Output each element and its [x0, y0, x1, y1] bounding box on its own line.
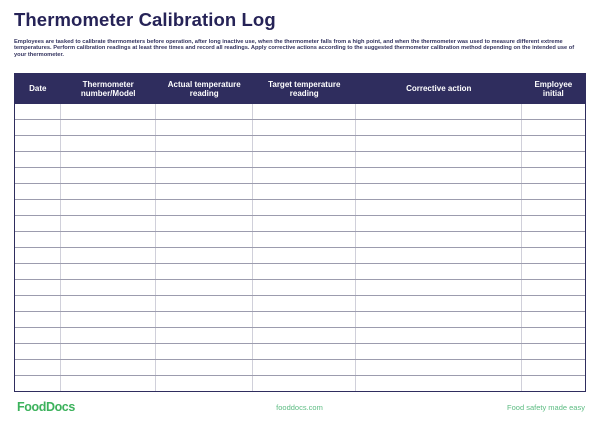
empty-cell: [356, 248, 522, 264]
empty-cell: [253, 136, 356, 152]
empty-cell: [61, 296, 156, 312]
table-row: [15, 344, 585, 360]
empty-cell: [356, 216, 522, 232]
empty-cell: [356, 312, 522, 328]
empty-cell: [61, 344, 156, 360]
table-header-row: [15, 74, 585, 104]
empty-cell: [356, 168, 522, 184]
empty-cell: [356, 200, 522, 216]
empty-cell: [253, 328, 356, 344]
empty-cell: [15, 376, 61, 392]
empty-cell: [522, 216, 585, 232]
log-table: [15, 74, 585, 391]
empty-cell: [253, 232, 356, 248]
table-row: [15, 152, 585, 168]
empty-cell: [356, 280, 522, 296]
document-description: Employees are tasked to calibrate thermometers before operation, after long inactive use, when the thermometer falls from a high point, and when the thermometer was used to measure different extreme temperatures. Perform calibration readings at least three times and record all readings. Apply corrective actions according to the suggested thermometer calibration method depending on the intended use of your thermometer.: [14, 39, 575, 58]
empty-cell: [156, 248, 253, 264]
empty-cell: [156, 232, 253, 248]
empty-cell: [522, 344, 585, 360]
empty-cell: [522, 312, 585, 328]
column-header-actual-temperature-reading: Actual temperature reading: [156, 74, 253, 104]
empty-cell: [61, 200, 156, 216]
empty-cell: [61, 152, 156, 168]
empty-cell: [253, 312, 356, 328]
empty-cell: [356, 136, 522, 152]
empty-cell: [15, 184, 61, 200]
table-row: [15, 120, 585, 136]
empty-cell: [522, 168, 585, 184]
empty-cell: [156, 264, 253, 280]
empty-cell: [156, 376, 253, 392]
table-row: [15, 296, 585, 312]
empty-cell: [61, 264, 156, 280]
empty-cell: [522, 200, 585, 216]
empty-cell: [156, 296, 253, 312]
table-row: [15, 104, 585, 120]
empty-cell: [522, 136, 585, 152]
empty-cell: [522, 232, 585, 248]
empty-cell: [61, 280, 156, 296]
table-row: [15, 136, 585, 152]
empty-cell: [356, 120, 522, 136]
empty-cell: [15, 248, 61, 264]
empty-cell: [61, 184, 156, 200]
empty-cell: [156, 152, 253, 168]
empty-cell: [156, 200, 253, 216]
empty-cell: [356, 376, 522, 392]
column-header-thermometer-number-model: Thermometer number/Model: [61, 74, 156, 104]
empty-cell: [156, 328, 253, 344]
empty-cell: [253, 104, 356, 120]
empty-cell: [15, 168, 61, 184]
empty-cell: [61, 104, 156, 120]
empty-cell: [522, 280, 585, 296]
empty-cell: [156, 184, 253, 200]
empty-cell: [356, 104, 522, 120]
empty-cell: [253, 184, 356, 200]
empty-cell: [253, 360, 356, 376]
empty-cell: [15, 296, 61, 312]
empty-cell: [15, 264, 61, 280]
empty-cell: [156, 120, 253, 136]
empty-cell: [356, 232, 522, 248]
empty-cell: [61, 328, 156, 344]
empty-cell: [15, 360, 61, 376]
fooddocs-logo: FoodDocs: [17, 400, 75, 414]
empty-cell: [15, 344, 61, 360]
empty-cell: [61, 360, 156, 376]
empty-cell: [253, 216, 356, 232]
table-row: [15, 216, 585, 232]
empty-cell: [522, 328, 585, 344]
empty-cell: [356, 264, 522, 280]
page-title: Thermometer Calibration Log: [14, 9, 276, 30]
empty-cell: [522, 296, 585, 312]
empty-cell: [156, 136, 253, 152]
empty-cell: [15, 120, 61, 136]
empty-cell: [15, 312, 61, 328]
empty-cell: [15, 328, 61, 344]
column-header-corrective-action: Corrective action: [356, 74, 522, 104]
empty-cell: [61, 312, 156, 328]
empty-cell: [15, 200, 61, 216]
table-row: [15, 168, 585, 184]
table-row: [15, 200, 585, 216]
empty-cell: [253, 264, 356, 280]
empty-cell: [522, 152, 585, 168]
empty-cell: [15, 280, 61, 296]
empty-cell: [156, 280, 253, 296]
empty-cell: [61, 216, 156, 232]
empty-cell: [356, 184, 522, 200]
calibration-log-table: [14, 73, 586, 392]
empty-cell: [356, 296, 522, 312]
empty-cell: [253, 344, 356, 360]
empty-cell: [15, 216, 61, 232]
empty-cell: [522, 104, 585, 120]
empty-cell: [253, 376, 356, 392]
empty-cell: [253, 120, 356, 136]
table-row: [15, 328, 585, 344]
empty-cell: [15, 104, 61, 120]
empty-cell: [253, 152, 356, 168]
empty-cell: [253, 280, 356, 296]
empty-cell: [522, 248, 585, 264]
empty-cell: [522, 184, 585, 200]
empty-cell: [253, 296, 356, 312]
empty-cell: [253, 248, 356, 264]
empty-cell: [15, 136, 61, 152]
empty-cell: [61, 168, 156, 184]
table-row: [15, 232, 585, 248]
empty-cell: [522, 120, 585, 136]
table-row: [15, 376, 585, 392]
empty-cell: [156, 312, 253, 328]
empty-cell: [15, 232, 61, 248]
footer-left: [14, 398, 204, 416]
empty-cell: [61, 120, 156, 136]
table-row: [15, 264, 585, 280]
empty-cell: [156, 216, 253, 232]
footer: [14, 398, 585, 416]
empty-cell: [156, 168, 253, 184]
table-row: [15, 184, 585, 200]
empty-cell: [61, 232, 156, 248]
empty-cell: [253, 168, 356, 184]
footer-tagline: Food safety made easy: [507, 402, 585, 412]
footer-website: fooddocs.com: [276, 402, 323, 412]
empty-cell: [356, 344, 522, 360]
column-header-date: Date: [15, 74, 61, 104]
empty-cell: [61, 136, 156, 152]
empty-cell: [15, 152, 61, 168]
table-row: [15, 280, 585, 296]
empty-cell: [522, 264, 585, 280]
empty-cell: [61, 248, 156, 264]
empty-cell: [356, 152, 522, 168]
table-row: [15, 312, 585, 328]
empty-cell: [156, 344, 253, 360]
table-row: [15, 360, 585, 376]
table-row: [15, 248, 585, 264]
column-header-target-temperature-reading: Target temperature reading: [253, 74, 356, 104]
column-header-employee-initial: Employee initial: [522, 74, 585, 104]
empty-cell: [522, 376, 585, 392]
empty-cell: [522, 360, 585, 376]
empty-cell: [253, 200, 356, 216]
empty-cell: [156, 104, 253, 120]
empty-cell: [156, 360, 253, 376]
empty-cell: [61, 376, 156, 392]
empty-cell: [356, 360, 522, 376]
empty-cell: [356, 328, 522, 344]
